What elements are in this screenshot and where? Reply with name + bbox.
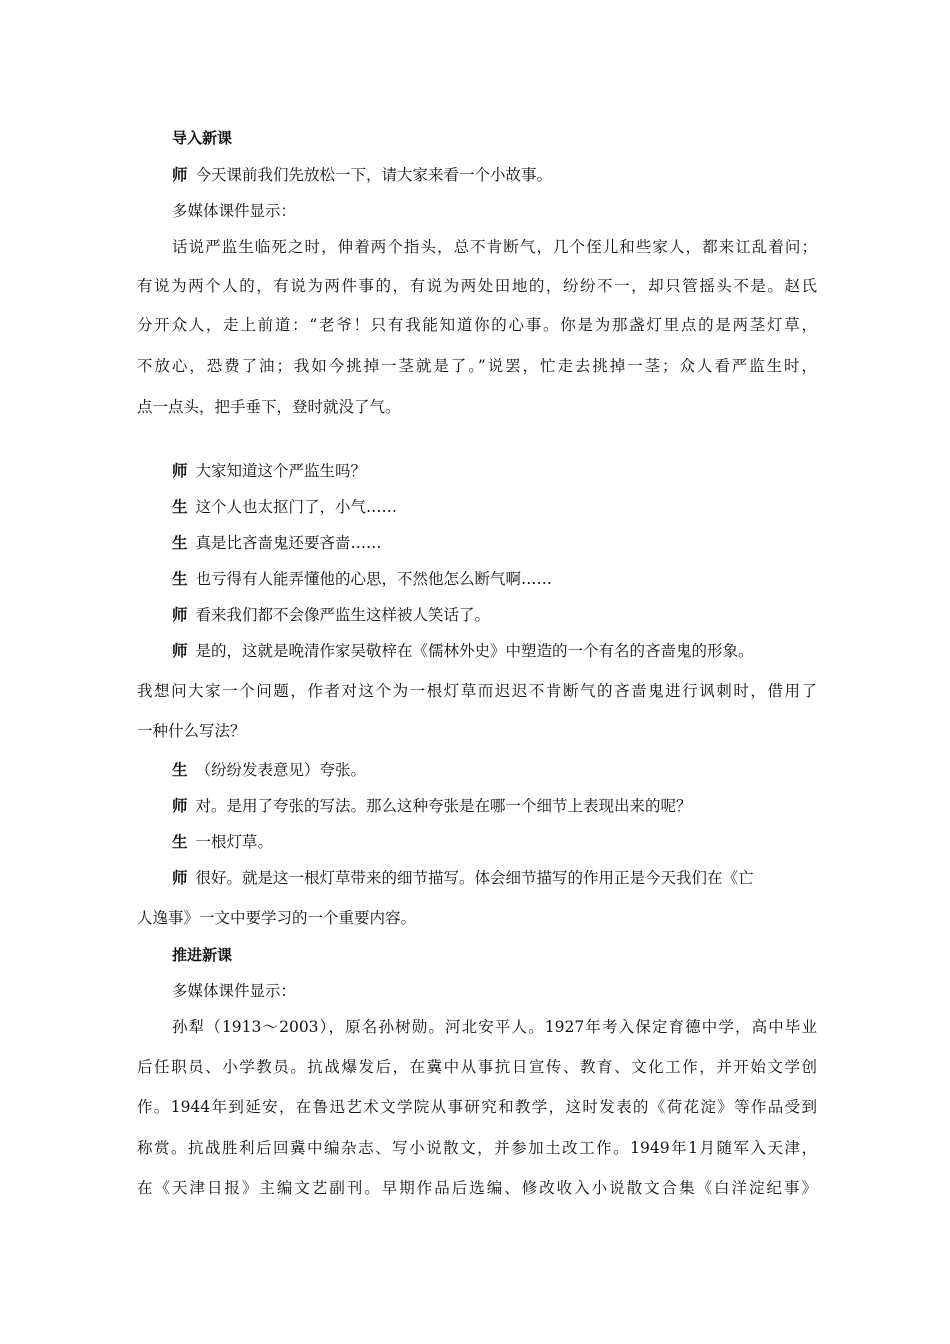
dialogue-line [172, 497, 817, 517]
dialogue-text: 大家知道这个严监生吗？ [195, 462, 367, 480]
speaker-label: 生 [172, 534, 188, 552]
story-line: 点一点头，把手垂下，登时就没了气。 [137, 398, 401, 416]
speaker-label: 生 [172, 570, 188, 588]
dialogue-text: 也亏得有人能弄懂他的心思，不然他怎么断气啊…… [195, 570, 553, 588]
dialogue-line [172, 641, 817, 661]
dialogue-text: 看来我们都不会像严监生这样被人笑话了。 [195, 606, 491, 624]
speaker-label: 师 [172, 166, 188, 184]
speaker-label: 师 [172, 462, 188, 480]
dialogue-line [172, 533, 817, 553]
speaker-label: 生 [172, 833, 188, 851]
speaker-label: 师 [172, 642, 188, 660]
speaker-label: 生 [172, 761, 188, 779]
dialogue-continuation: 人逸事》一文中要学习的一个重要内容。 [137, 909, 417, 927]
section-heading-advance: 推进新课 [172, 946, 233, 964]
story-line: 分开众人，走上前道：“老爷！只有我能知道你的心事。你是为那盏灯里点的是两茎灯草， [137, 316, 817, 334]
bio-line: 孙犁（1913～2003），原名孙树勋。河北安平人。1927年考入保定育德中学，高中毕业 [172, 1018, 817, 1036]
bio-line: 后任职员、小学教员。抗战爆发后，在冀中从事抗日宣传、教育、文化工作，并开始文学创 [137, 1058, 817, 1076]
dialogue-line [172, 832, 817, 852]
story-line: 有说为两个人的，有说为两件事的，有说为两处田地的，纷纷不一，却只管摇头不是。赵氏 [137, 277, 817, 295]
bio-line: 在《天津日报》主编文艺副刊。早期作品后选编、修改收入小说散文合集《白洋淀纪事》 [137, 1179, 817, 1197]
section-heading-intro: 导入新课 [172, 129, 233, 147]
dialogue-text: 对。是用了夸张的写法。那么这种夸张是在哪一个细节上表现出来的呢？ [195, 797, 692, 815]
story-line: 话说严监生临死之时，伸着两个指头，总不肯断气，几个侄儿和些家人，都来讧乱着问； [172, 238, 817, 256]
dialogue-text: 一根灯草。 [195, 833, 274, 851]
dialogue-continuation: 我想问大家一个问题，作者对这个为一根灯草而迟迟不肯断气的吝啬鬼进行讽刺时，借用了 [137, 682, 817, 700]
dialogue-text: 今天课前我们先放松一下，请大家来看一个小故事。 [195, 166, 553, 184]
speaker-label: 师 [172, 869, 188, 887]
dialogue-continuation: 一种什么写法？ [137, 722, 246, 740]
dialogue-line [172, 165, 817, 185]
bio-line: 称赏。抗战胜利后回冀中编杂志、写小说散文，并参加土改工作。1949年1月随军入天津， [137, 1139, 817, 1157]
dialogue-line [172, 796, 817, 816]
dialogue-text: 这个人也太抠门了，小气…… [195, 498, 398, 516]
story-line: 不放心，恐费了油；我如今挑掉一茎就是了。”说罢，忙走去挑掉一茎；众人看严监生时， [137, 357, 817, 375]
dialogue-line [172, 605, 817, 625]
speaker-label: 师 [172, 797, 188, 815]
media-label: 多媒体课件显示： [172, 202, 297, 220]
media-label: 多媒体课件显示： [172, 982, 297, 1000]
dialogue-line [172, 868, 817, 888]
dialogue-line [172, 461, 817, 481]
dialogue-line [172, 569, 817, 589]
dialogue-text: 真是比吝啬鬼还要吝啬…… [195, 534, 382, 552]
dialogue-text: 很好。就是这一根灯草带来的细节描写。体会细节描写的作用正是今天我们在《亡 [195, 869, 754, 887]
speaker-label: 师 [172, 606, 188, 624]
speaker-label: 生 [172, 498, 188, 516]
dialogue-text: 是的，这就是晚清作家吴敬梓在《儒林外史》中塑造的一个有名的吝啬鬼的形象。 [195, 642, 754, 660]
bio-line: 作。1944年到延安，在鲁迅艺术文学院从事研究和教学，这时发表的《荷花淀》等作品受到 [137, 1098, 817, 1116]
dialogue-line [172, 760, 817, 780]
dialogue-text: （纷纷发表意见）夸张。 [195, 761, 367, 779]
